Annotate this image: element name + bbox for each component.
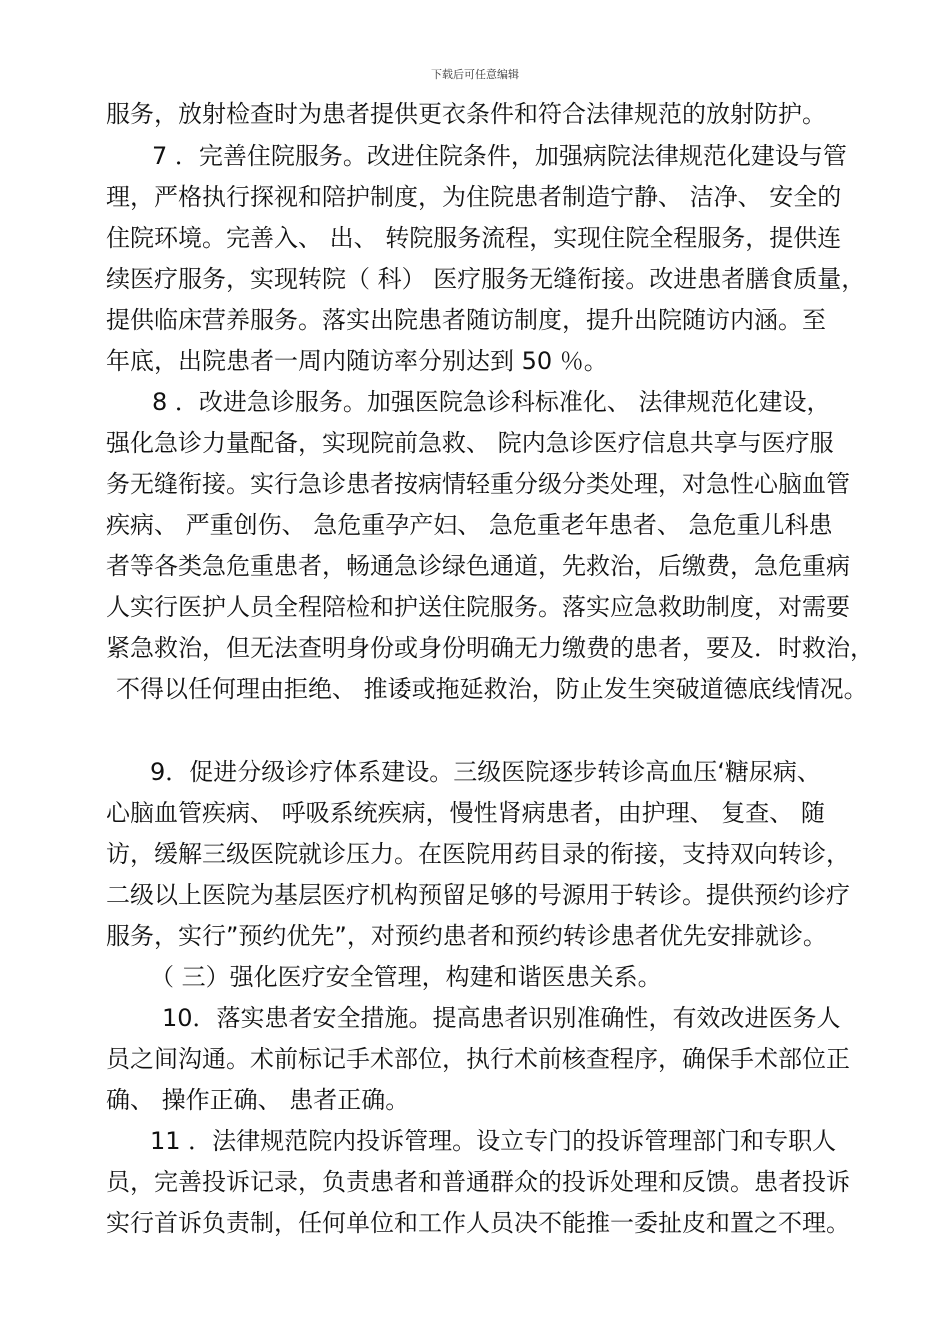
text-line-18: 访，缓解三级医院就诊压力。在医院用药目录的衔接，支持双向转诊， xyxy=(106,840,850,868)
text-line-11: 疾病、 严重创伤、 急危重孕产妇、 急危重老年患者、 急危重儿科患 xyxy=(106,511,833,539)
text-line-26: 员，完善投诉记录，负责患者和普通群众的投诉处理和反馈。患者投诉 xyxy=(106,1168,850,1196)
text-line-19: 二级以上医院为基层医疗机构预留足够的号源用于转诊。提供预约诊疗 xyxy=(106,881,850,909)
text-line-27: 实行首诉负责制，任何单位和工作人员决不能推一委扯皮和置之不理。 xyxy=(106,1209,850,1237)
text-line-4: 住院环境。完善入、 出、 转院服务流程，实现住院全程服务，提供连 xyxy=(106,224,842,252)
text-line-8: 8 ．改进急诊服务。加强医院急诊科标准化、 法律规范化建设， xyxy=(152,388,831,416)
text-line-2: 7 ．完善住院服务。改进住院条件，加强病院法律规范化建设与管 xyxy=(152,142,847,170)
text-line-14: 紧急救治，但无法查明身份或身份明确无力缴费的患者，要及．时救治， xyxy=(106,634,874,662)
text-line-22: 10．落实患者安全措施。提高患者识别准确性，有效改进医务人 xyxy=(162,1004,841,1032)
page-header-note: 下载后可任意编辑 xyxy=(431,68,519,81)
text-line-25: 11 ．法律规范院内投诉管理。设立专门的投诉管理部门和专职人 xyxy=(150,1127,837,1155)
text-line-17: 心脑血管疾病、 呼吸系统疾病，慢性肾病患者，由护理、 复查、 随 xyxy=(106,799,825,827)
text-line-5: 续医疗服务，实现转院（ 科） 医疗服务无缝衔接。改进患者膳食质量， xyxy=(106,265,866,293)
text-line-15: 不得以任何理由拒绝、 推诿或拖延救治，防止发生突破道德底线情况。 xyxy=(116,675,868,703)
text-line-3: 理，严格执行探视和陪护制度，为住院患者制造宁静、 洁净、 安全的 xyxy=(106,183,842,211)
text-line-16: 9．促进分级诊疗体系建设。三级医院逐步转诊高血压‘糖尿病、 xyxy=(150,758,821,786)
text-line-24: 确、 操作正确、 患者正确。 xyxy=(106,1086,410,1114)
text-line-10: 务无缝衔接。实行急诊患者按病情轻重分级分类处理，对急性心脑血管 xyxy=(106,470,850,498)
text-line-1: 服务，放射检查时为患者提供更衣条件和符合法律规范的放射防护。 xyxy=(106,100,826,128)
text-line-23: 员之间沟通。术前标记手术部位，执行术前核查程序，确保手术部位正 xyxy=(106,1045,850,1073)
text-line-9: 强化急诊力量配备，实现院前急救、 院内急诊医疗信息共享与医疗服 xyxy=(106,429,834,457)
text-line-13: 人实行医护人员全程陪检和护送住院服务。落实应急救助制度，对需要 xyxy=(106,593,850,621)
section-heading: （ 三）强化医疗安全管理，构建和谐医患关系。 xyxy=(150,963,662,991)
text-line-20: 服务，实行”预约优先”，对预约患者和预约转诊患者优先安排就诊。 xyxy=(106,922,827,950)
text-line-12: 者等各类急危重患者，畅通急诊绿色通道，先救治，后缴费，急危重病 xyxy=(106,552,850,580)
text-line-6: 提供临床营养服务。落实出院患者随访制度，提升出院随访内涵。至 xyxy=(106,306,826,334)
text-line-7: 年底，出院患者一周内随访率分别达到 50 ％。 xyxy=(106,347,608,375)
